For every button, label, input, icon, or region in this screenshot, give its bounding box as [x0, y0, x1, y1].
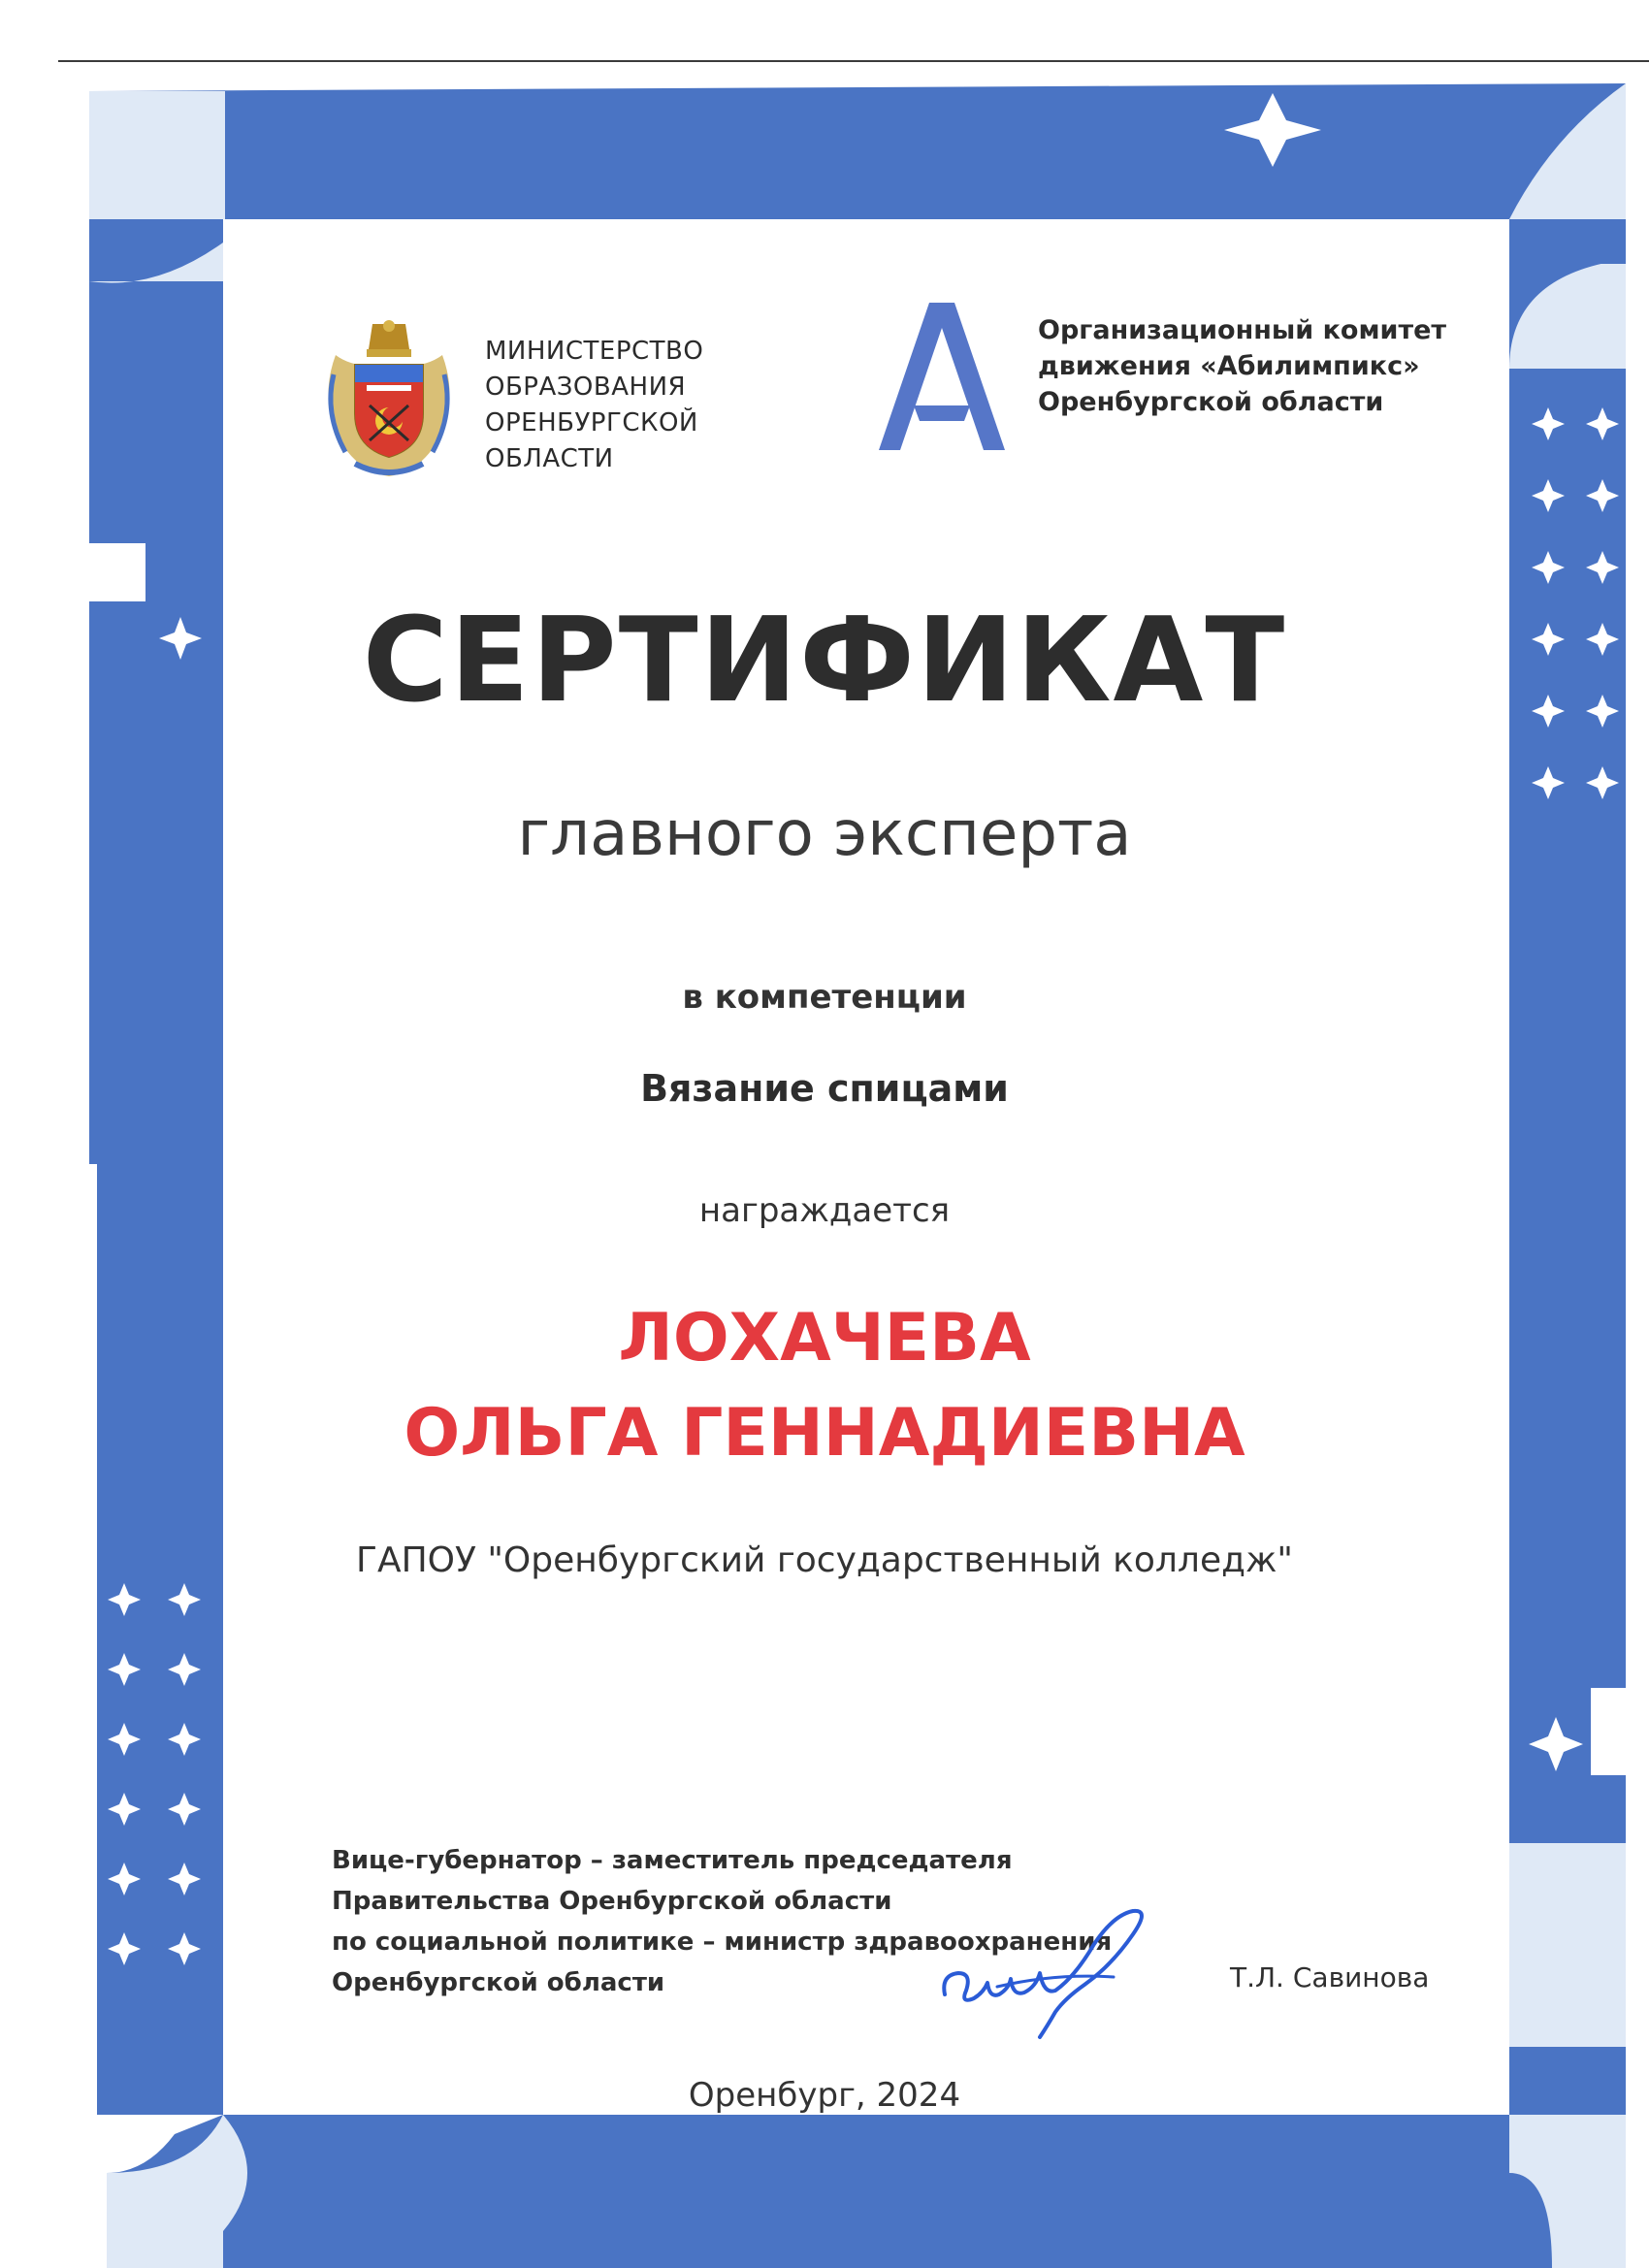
competence-label: в компетенции: [682, 978, 967, 1017]
position-line: по социальной политике – министр здравоохранения: [332, 1928, 1113, 1957]
abilympics-a-icon: [869, 299, 1015, 454]
organizing-committee: [1038, 312, 1446, 420]
awarded-label: награждается: [698, 1191, 951, 1230]
ministry-name: [485, 334, 703, 477]
signature: [939, 1905, 1162, 2041]
committee-line: Оренбургской области: [1038, 387, 1384, 417]
ministry-line: ОБЛАСТИ: [485, 444, 614, 473]
recipient-given-names: ОЛЬГА ГЕННАДИЕВНА: [404, 1395, 1245, 1472]
committee-line: Организационный комитет: [1038, 315, 1447, 345]
ministry-line: МИНИСТЕРСТВО: [485, 337, 704, 366]
competence-name: Вязание спицами: [640, 1067, 1009, 1110]
position-line: Оренбургской области: [332, 1968, 665, 1997]
ministry-line: ОБРАЗОВАНИЯ: [485, 373, 687, 402]
city-year: Оренбург, 2024: [688, 2076, 961, 2115]
position-line: Вице-губернатор – заместитель председателя: [332, 1846, 1013, 1875]
ministry-line: ОРЕНБУРГСКОЙ: [485, 408, 698, 437]
committee-line: движения «Абилимпикс»: [1038, 351, 1420, 381]
position-line: Правительства Оренбургской области: [332, 1887, 892, 1916]
certificate-title: СЕРТИФИКАТ: [362, 594, 1287, 729]
recipient-organization: ГАПОУ "Оренбургский государственный колледж": [356, 1540, 1293, 1580]
orenburg-coat-of-arms-icon: [316, 316, 462, 481]
recipient-surname: ЛОХАЧЕВА: [618, 1300, 1031, 1377]
signer-name: Т.Л. Савинова: [1230, 1961, 1430, 1993]
certificate-subtitle: главного эксперта: [517, 798, 1132, 870]
